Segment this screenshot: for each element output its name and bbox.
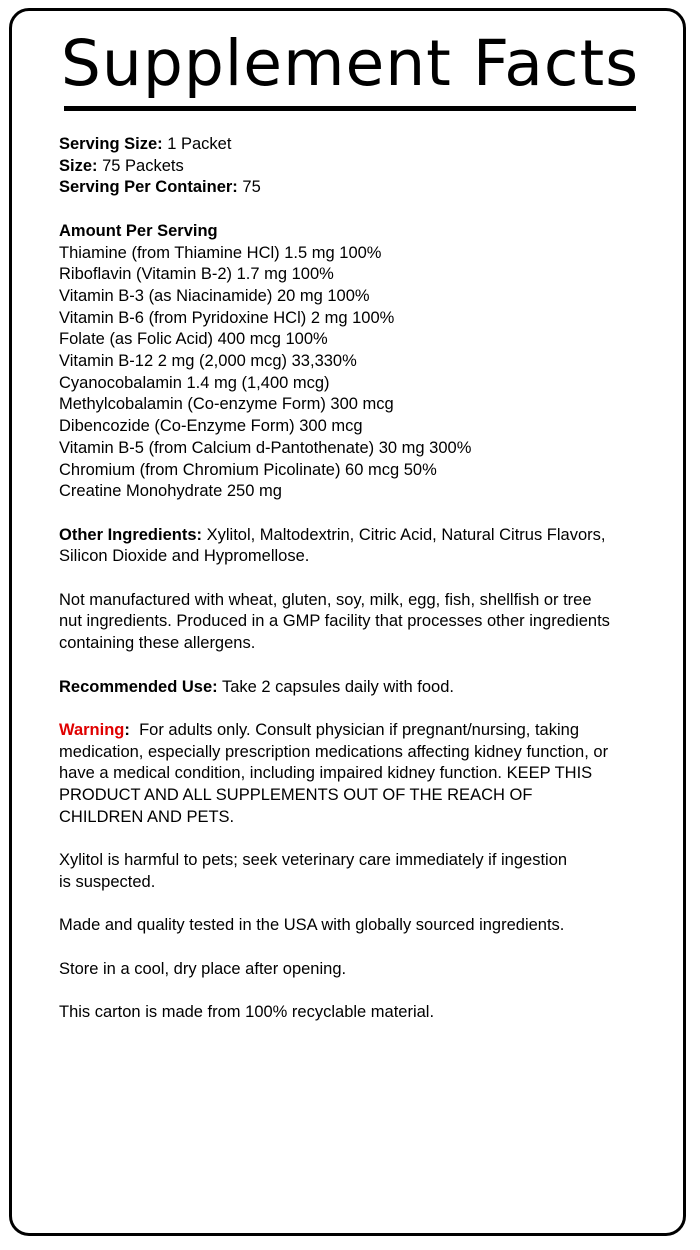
servings-per-container-value: 75	[242, 178, 261, 197]
spacer	[59, 503, 669, 525]
warning-line-1	[59, 720, 669, 742]
nutrient-row: Methylcobalamin (Co-enzyme Form) 300 mcg	[59, 395, 394, 414]
nutrient-row: Thiamine (from Thiamine HCl) 1.5 mg 100%	[59, 243, 382, 262]
warning-label: Warning	[59, 720, 125, 739]
warning-line-3: have a medical condition, including impaired kidney function. KEEP THIS	[59, 764, 593, 783]
spacer	[59, 655, 669, 677]
nutrient-row: Vitamin B-6 (from Pyridoxine HCl) 2 mg 100%	[59, 308, 395, 327]
nutrient-row: Dibencozide (Co-Enzyme Form) 300 mcg	[59, 417, 363, 436]
nutrient-row: Folate (as Folic Acid) 400 mcg 100%	[59, 330, 328, 349]
spacer	[59, 568, 669, 590]
nutrient-row: Vitamin B-12 2 mg (2,000 mcg) 33,330%	[59, 352, 357, 371]
storage-notice: Store in a cool, dry place after opening.	[59, 959, 347, 978]
allergen-notice-line: nut ingredients. Produced in a GMP facility that processes other ingredients	[59, 612, 610, 631]
serving-size-row	[59, 134, 669, 156]
warning-line-2: medication, especially prescription medications affecting kidney function, or	[59, 742, 609, 761]
recommended-use-row	[59, 677, 669, 699]
package-size-label: Size:	[59, 156, 98, 175]
page-title: Supplement Facts	[60, 27, 640, 100]
nutrient-row: Chromium (from Chromium Picolinate) 60 mcg 50%	[59, 460, 437, 479]
nutrient-row: Vitamin B-5 (from Calcium d-Pantothenate) 30 mg 300%	[59, 438, 472, 457]
allergen-notice-line: containing these allergens.	[59, 634, 256, 653]
nutrient-row: Cyanocobalamin 1.4 mg (1,400 mcg)	[59, 373, 330, 392]
xylitol-notice-line: Xylitol is harmful to pets; seek veterinary care immediately if ingestion	[59, 851, 568, 870]
carton-notice: This carton is made from 100% recyclable material.	[59, 1002, 435, 1021]
spacer	[59, 199, 669, 221]
serving-size-label: Serving Size:	[59, 135, 163, 153]
servings-per-container-label: Serving Per Container:	[59, 178, 238, 197]
recommended-use-label: Recommended Use:	[59, 677, 218, 696]
spacer	[59, 980, 669, 1002]
warning-line-5: CHILDREN AND PETS.	[59, 807, 235, 826]
label-content	[59, 134, 669, 1024]
origin-notice: Made and quality tested in the USA with globally sourced ingredients.	[59, 916, 565, 935]
other-ingredients-text: Xylitol, Maltodextrin, Citric Acid, Natural Citrus Flavors,	[206, 525, 606, 544]
spacer	[59, 828, 669, 850]
package-size-row	[59, 156, 669, 178]
xylitol-notice-line: is suspected.	[59, 872, 156, 891]
serving-size-value: 1 Packet	[167, 135, 232, 153]
servings-per-container-row	[59, 177, 669, 199]
other-ingredients-line-2: Silicon Dioxide and Hypromellose.	[59, 547, 310, 566]
title-rule	[64, 106, 636, 111]
recommended-use-text: Take 2 capsules daily with food.	[221, 677, 454, 696]
spacer	[59, 894, 669, 916]
package-size-value: 75 Packets	[102, 156, 184, 175]
other-ingredients-label: Other Ingredients:	[59, 525, 203, 544]
nutrient-row: Vitamin B-3 (as Niacinamide) 20 mg 100%	[59, 286, 370, 305]
spacer	[59, 937, 669, 959]
spacer	[59, 698, 669, 720]
warning-text: For adults only. Consult physician if pregnant/nursing, taking	[139, 720, 579, 739]
warning-colon: :	[124, 720, 130, 739]
warning-line-4: PRODUCT AND ALL SUPPLEMENTS OUT OF THE REACH OF	[59, 786, 533, 805]
amount-per-serving-heading: Amount Per Serving	[59, 221, 218, 240]
nutrient-row: Riboflavin (Vitamin B-2) 1.7 mg 100%	[59, 265, 334, 284]
allergen-notice-line: Not manufactured with wheat, gluten, soy, milk, egg, fish, shellfish or tree	[59, 590, 592, 609]
other-ingredients-line-1	[59, 525, 669, 547]
nutrient-row: Creatine Monohydrate 250 mg	[59, 482, 282, 501]
